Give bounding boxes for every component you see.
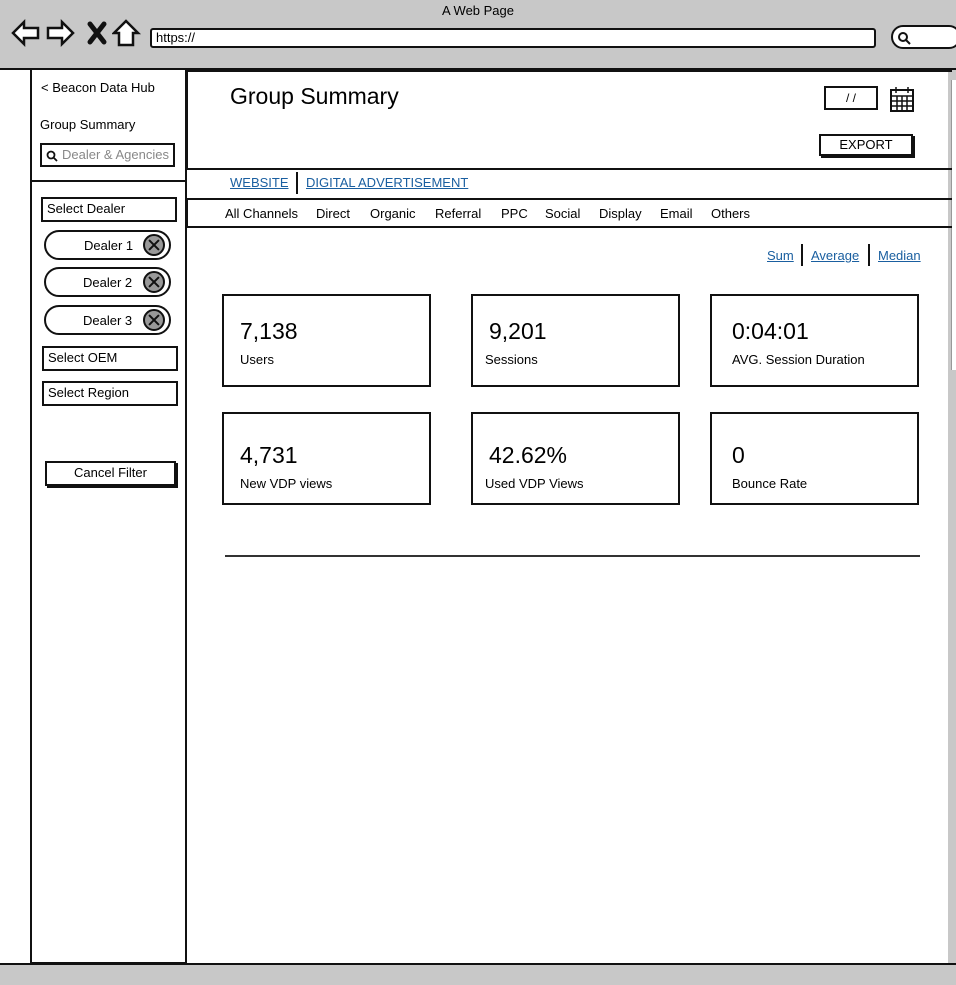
metric-label: Sessions [485, 352, 538, 367]
cancel-filter-button[interactable]: Cancel Filter [45, 461, 176, 486]
dealer-chip-label: Dealer 2 [83, 275, 133, 290]
dealer-chip-1 [44, 230, 171, 260]
metric-value: 4,731 [240, 442, 298, 468]
stop-icon[interactable] [84, 16, 114, 50]
aggregation-separator [801, 244, 803, 266]
channel-email[interactable]: Email [660, 206, 693, 221]
channel-others[interactable]: Others [711, 206, 751, 221]
channel-direct[interactable]: Direct [316, 206, 350, 221]
sidebar-divider [32, 180, 185, 182]
back-link[interactable]: < Beacon Data Hub [41, 80, 155, 95]
date-input[interactable]: / / [824, 86, 878, 110]
metric-label: Bounce Rate [732, 476, 808, 491]
metric-card-sessions [471, 294, 680, 387]
select-oem-dropdown[interactable]: Select OEM [42, 346, 178, 371]
channel-ppc[interactable]: PPC [501, 206, 528, 221]
metric-label: AVG. Session Duration [732, 352, 865, 367]
dealer-chip-2 [44, 267, 171, 297]
metric-label: Users [240, 352, 274, 367]
tab-digital-advertisement[interactable]: DIGITAL ADVERTISEMENT [306, 175, 469, 190]
window-title: A Web Page [441, 3, 515, 18]
address-bar[interactable]: https:// [150, 28, 876, 48]
aggregation-median[interactable]: Median [878, 248, 921, 263]
channel-referral[interactable]: Referral [435, 206, 482, 221]
channel-social[interactable]: Social [545, 206, 581, 221]
remove-dealer-icon[interactable] [143, 234, 165, 256]
aggregation-separator [868, 244, 870, 266]
metric-card-bounce-rate [710, 412, 919, 505]
metric-label: Used VDP Views [485, 476, 584, 491]
page-title: Group Summary [230, 83, 399, 109]
dealer-chip-label: Dealer 1 [84, 238, 134, 253]
forward-arrow-icon[interactable] [46, 16, 76, 50]
dealer-chip-3 [44, 305, 171, 335]
sidebar-section-label: Group Summary [40, 117, 136, 132]
select-region-dropdown[interactable]: Select Region [42, 381, 178, 406]
browser-search-field[interactable] [891, 25, 956, 49]
tab-website[interactable]: WEBSITE [230, 175, 289, 190]
select-dealer-dropdown[interactable]: Select Dealer [41, 197, 177, 222]
back-arrow-icon[interactable] [10, 16, 40, 50]
search-icon [46, 150, 58, 162]
content-divider [225, 555, 920, 557]
aggregation-average[interactable]: Average [811, 248, 860, 263]
channel-organic[interactable]: Organic [370, 206, 416, 221]
dealer-chip-label: Dealer 3 [83, 313, 133, 328]
export-button[interactable]: EXPORT [819, 134, 913, 156]
dealer-search-input[interactable] [40, 143, 175, 167]
aggregation-sum[interactable]: Sum [767, 248, 794, 263]
remove-dealer-icon[interactable] [143, 309, 165, 331]
metric-label: New VDP views [240, 476, 333, 491]
metric-value: 7,138 [240, 318, 298, 344]
metric-card-avg-session-duration [710, 294, 919, 387]
metric-card-new-vdp-views [222, 412, 431, 505]
metric-value: 0 [732, 442, 745, 468]
search-icon [897, 31, 911, 45]
home-icon[interactable] [112, 16, 142, 50]
channel-display[interactable]: Display [599, 206, 642, 221]
metric-value: 42.62% [489, 442, 568, 468]
calendar-icon[interactable] [889, 85, 915, 113]
metric-card-used-vdp-views [471, 412, 680, 505]
metric-value: 0:04:01 [732, 318, 809, 344]
metric-card-users [222, 294, 431, 387]
status-bar [0, 963, 956, 985]
metric-value: 9,201 [489, 318, 547, 344]
channel-all-channels[interactable]: All Channels [225, 206, 298, 221]
tab-separator [296, 172, 298, 194]
remove-dealer-icon[interactable] [143, 271, 165, 293]
search-placeholder: Dealer & Agencies [62, 147, 169, 162]
